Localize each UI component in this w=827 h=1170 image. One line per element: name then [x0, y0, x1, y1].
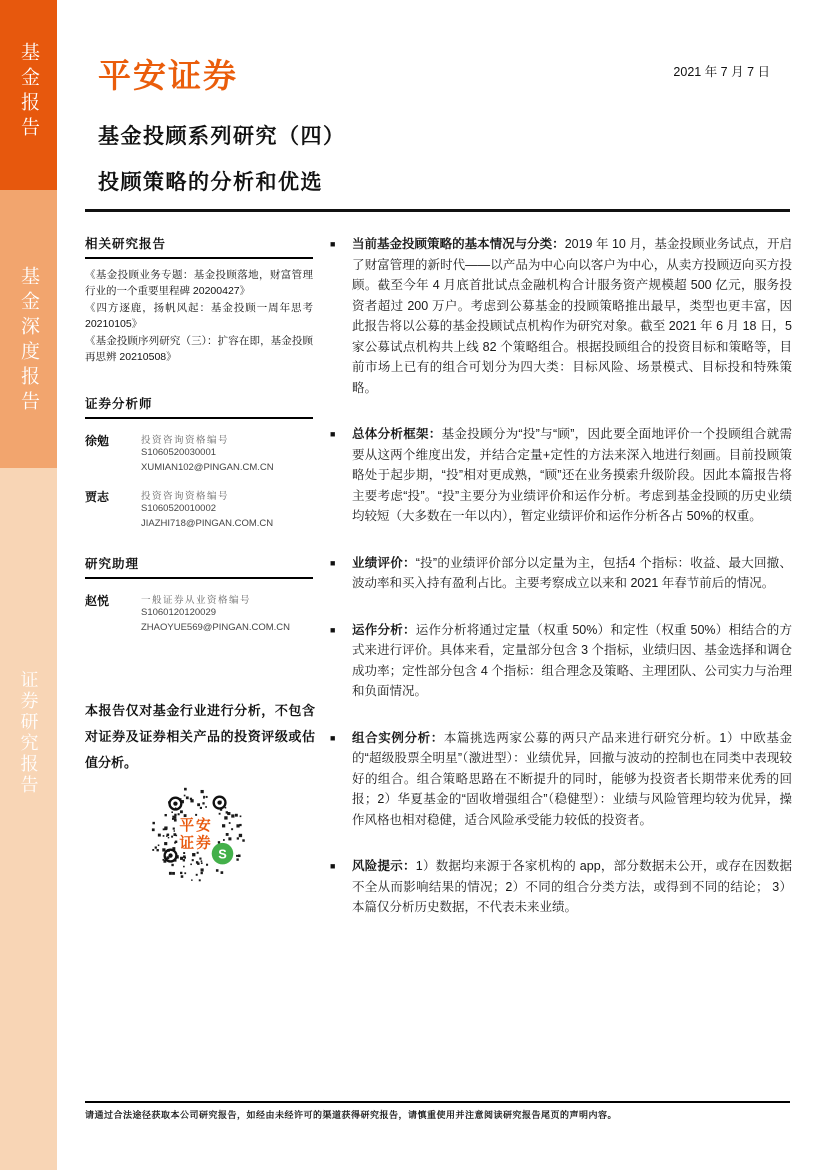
bullet-square-icon: ■ — [330, 624, 336, 635]
svg-text:S: S — [218, 846, 227, 862]
bullet-square-icon: ■ — [330, 429, 336, 439]
bullet-heading: 总体分析框架： — [352, 427, 442, 441]
bullet-body: “投”的业绩评价部分以定量为主，包括4 个指标：收益、最大回撤、波动率和买入持有盈利占比。主要考察成立以来和 2021 年春节前后的情况。 — [352, 555, 792, 590]
analyst-entry — [85, 432, 313, 475]
related-reports-section — [85, 234, 313, 366]
bullet-heading: 运作分析： — [352, 622, 416, 637]
bullet-square-icon: ■ — [330, 239, 336, 249]
bullet-square-icon: ■ — [330, 557, 336, 568]
summary-bullet — [330, 620, 792, 702]
summary-bullet — [330, 424, 792, 527]
analyst-name: 贾志 — [85, 490, 110, 504]
bullet-heading: 当前基金投顾策略的基本情况与分类： — [352, 237, 565, 251]
bullet-body: 1）数据均来源于各家机构的 app，部分数据未公开，或存在因数据不全从而影响结果的情况；2）不同的组合分类方法，或得到不同的结论； 3）本篇仅分析历史数据，不代表未来业绩。 — [352, 859, 792, 914]
analyst-email: JIAZHI718@PINGAN.COM.CN — [141, 517, 274, 529]
related-report-item: 《四方逐鹿，扬帆风起：基金投顾一周年思考 20210105》 — [85, 302, 313, 330]
sidebar-band-securities-research — [0, 468, 57, 1170]
assistant-name: 赵悦 — [85, 594, 110, 608]
assistant-email: ZHAOYUE569@PINGAN.COM.CN — [141, 621, 291, 633]
assistant-cert-number: S1060120120029 — [141, 607, 217, 618]
summary-column — [330, 234, 792, 944]
analyst-entry — [85, 488, 313, 531]
related-report-item: 《基金投顾序列研究（三）：扩容在即，基金投顾再思辨 20210508》 — [85, 335, 313, 363]
footer-divider — [85, 1101, 790, 1103]
report-date: 2021 年 7 月 7 日 — [673, 65, 770, 79]
assistant-cert-label: 一般证券从业资格编号 — [141, 595, 252, 606]
analysts-section — [85, 394, 313, 531]
bullet-heading: 业绩评价： — [352, 555, 416, 570]
bullet-heading: 风险提示： — [352, 859, 416, 873]
report-title: 投顾策略的分析和优选 — [98, 171, 323, 194]
assistant-entry — [85, 592, 313, 635]
qr-brand-line2: 证券 — [179, 835, 213, 852]
bullet-heading: 组合实例分析： — [352, 730, 444, 745]
sidebar — [0, 0, 57, 1170]
sidebar-label-securities-research: 证券研究报告 — [18, 670, 39, 796]
analyst-cert-label: 投资咨询资格编号 — [141, 435, 230, 446]
scope-disclaimer: 本报告仅对基金行业进行分析，不包含对证券及证券相关产品的投资评级或估值分析。 — [85, 703, 315, 770]
sidebar-label-fund-report: 基金报告 — [18, 42, 39, 142]
summary-bullet — [330, 553, 792, 594]
bullet-body: 运作分析将通过定量（权重 50%）和定性（权重 50%）相结合的方式来进行评价。具体来看，定量部分包含 3 个指标，业绩归因、基金选择和调仓成功率；定性部分包含 4 个指标：组合理念及策略、主理团队、公司实力与治理和负面情况。 — [352, 622, 792, 698]
qr-brand-line1: 平安 — [179, 818, 213, 835]
analyst-email: XUMIAN102@PINGAN.CM.CN — [141, 461, 274, 473]
wechat-qrcode — [146, 778, 248, 890]
summary-bullet — [330, 728, 792, 831]
bullet-square-icon: ■ — [330, 861, 336, 871]
wechat-channel-icon — [212, 843, 234, 865]
assistant-section — [85, 554, 313, 635]
company-logo: 平安证券 — [98, 57, 238, 94]
bullet-body: 2019 年 10 月，基金投顾业务试点，开启了财富管理的新时代——以产品为中心向以客户为中心，从卖方投顾迈向买方投顾。截至今年 4 月底首批试点金融机构合计服务资产规模超 500 亿元，服务投资者超过 200 万户。考虑到公募基金的投顾策略推出最早，类型也更丰富，因此报告将以公募的基金投顾试点机构作为研究对象。截至 2021 年 6 月 18 日，5 家公募试点机构共上线 82 个策略组合。根据投顾组合的投资目标和策略等，目前市场上已有的组合可划分为四大类：目标风险、场景模式、目标投和特殊策略。 — [352, 237, 792, 395]
related-reports-heading: 相关研究报告 — [85, 234, 313, 259]
sidebar-label-fund-deep-report: 基金深度报告 — [18, 266, 39, 416]
summary-bullet — [330, 856, 792, 918]
report-series-title: 基金投顾系列研究（四） — [98, 125, 346, 148]
bullet-square-icon: ■ — [330, 732, 336, 743]
related-report-item: 《基金投顾业务专题：基金投顾落地，财富管理行业的一个重要里程碑 20200427》 — [85, 269, 313, 297]
footer-disclaimer: 请通过合法途径获取本公司研究报告，如经由未经许可的渠道获得研究报告，请慎重使用并注意阅读研究报告尾页的声明内容。 — [85, 1110, 618, 1120]
title-divider — [85, 209, 790, 212]
assistant-heading: 研究助理 — [85, 554, 313, 579]
analysts-heading: 证券分析师 — [85, 394, 313, 419]
analyst-cert-number: S1060520030001 — [141, 447, 217, 458]
analyst-cert-number: S1060520010002 — [141, 503, 217, 514]
summary-bullet — [330, 234, 792, 398]
analyst-cert-label: 投资咨询资格编号 — [141, 491, 230, 502]
bullet-body: 本篇挑选两家公募的两只产品来进行研究分析。1）中欧基金的“超级股票全明星”（激进型）：业绩优异，回撤与波动的控制也在同类中表现较好的组合。组合策略思路在不断提升的同时，能够为投资者长期带来优秀的回报；2）华夏基金的“固收增强组合”（稳健型）：业绩与风险管理均较为优异，操作风格也相对稳健，适合风险承受能力较低的投资者。 — [352, 730, 792, 827]
analyst-name: 徐勉 — [85, 434, 110, 448]
bullet-body: 基金投顾分为“投”与“顾”，因此要全面地评价一个投顾组合就需要从这两个维度出发，并结合定量+定性的方法来深入地进行刻画。目前投顾策略处于起步期，“投”相对更成熟，“顾”还在业务摸索升级阶段。因此本篇报告将主要考虑“投”。“投”主要分为业绩评价和运作分析。考虑到基金投顾的历史业绩均较短（大多数在一年以内），暂定业绩评价和运作分析各占 50%的权重。 — [352, 427, 792, 523]
